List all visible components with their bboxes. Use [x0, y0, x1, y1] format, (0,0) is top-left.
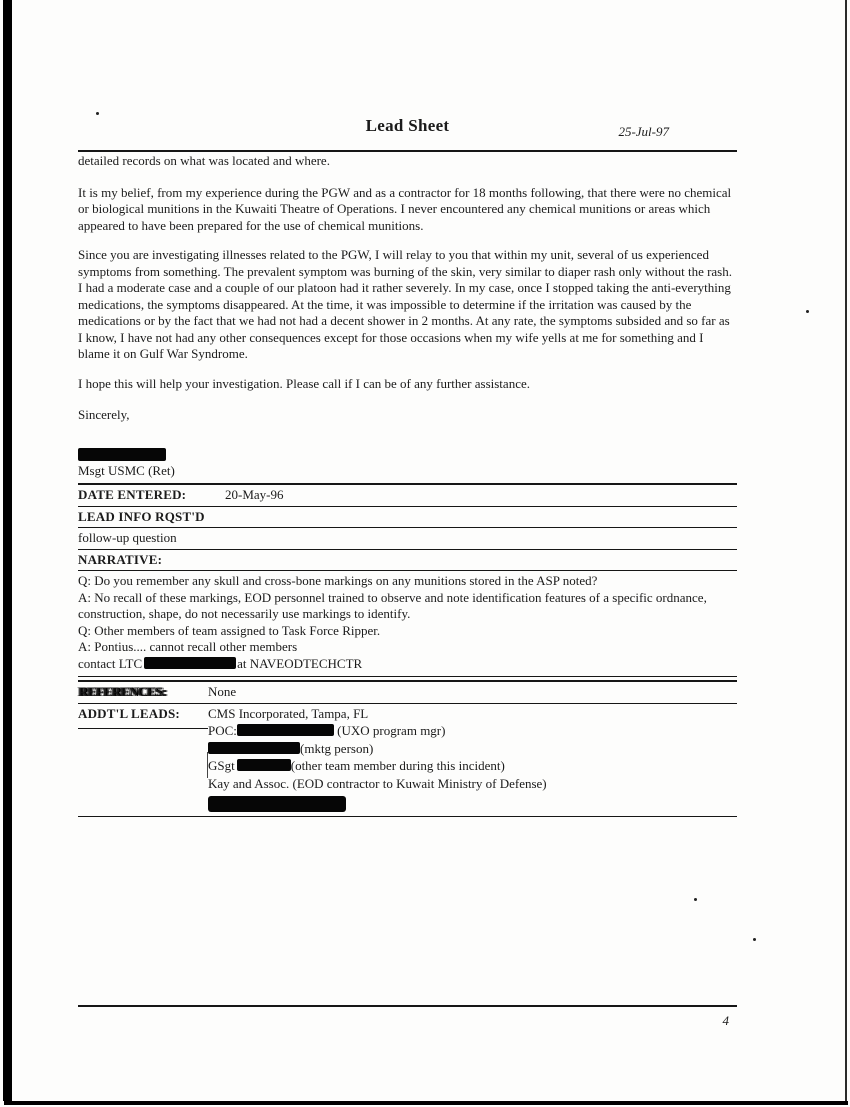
addtl-leads-list: [208, 706, 547, 813]
date-entered-value: 20-May-96: [225, 487, 284, 502]
lead-item-2: [208, 723, 547, 741]
field-row-date-entered: [78, 485, 737, 506]
contact-suffix: at NAVEODTECHCTR: [237, 655, 363, 671]
letter-paragraph-2: Since you are investigating illnesses related to the PGW, I will relay to you that within my unit, several of us experienced symptoms from something. The prevalent symptom was burning of the skin, very similar to diaper rash only without the rash. I had a moderate case and a couple of our platoon had it rather severely. In my case, once I stopped taking the anti-everything medications, the symptoms disappeared. At the time, it was impossible to determine if the irritation was caused by the medications or by the fact that we had not had a decent shower in 2 months. At any rate, the symptoms subsided and so far as I know, I have not had any other consequences except for those occasions when my wife yells at me for something and I blame it on Gulf War Syndrome.: [78, 247, 732, 361]
redaction-bar-mktg-name: [208, 742, 300, 754]
page-title: Lead Sheet: [365, 116, 450, 135]
letter-closing: Sincerely,: [78, 407, 130, 422]
field-row-references: [78, 682, 737, 703]
lead-item-2-prefix: POC:: [208, 723, 237, 738]
scan-edge-bottom: [4, 1101, 848, 1105]
letter-paragraph-1: It is my belief, from my experience during the PGW and as a contractor for 18 months following, that there were no chemical or biological munitions in the Kuwaiti Theatre of Operations. I never encountered any chemical munitions or areas which appeared to have been prepared for the use of chemical munitions.: [78, 184, 732, 233]
document-header: [78, 116, 737, 150]
redaction-bar-gsgt-name: [237, 759, 291, 771]
narrative-question-1: Q: Do you remember any skull and cross-bone markings on any munitions stored in the ASP noted?: [78, 573, 598, 588]
narrative-block: [78, 571, 737, 676]
document-body: [78, 116, 737, 817]
redaction-bar-large: [208, 796, 346, 812]
lead-info-label: LEAD INFO RQST'D: [78, 508, 205, 524]
scan-speck: [96, 112, 99, 115]
lead-item-3: [208, 741, 547, 759]
lead-item-2-suffix: (UXO program mgr): [337, 723, 446, 738]
letter-paragraph-3: I hope this will help your investigation. Please call if I can be of any further assistance.: [78, 375, 530, 391]
narrative-label: NARRATIVE:: [78, 551, 163, 567]
addtl-leads-label: ADDT'L LEADS:: [78, 706, 208, 730]
redaction-bar-signature: [78, 448, 166, 461]
letter-fragment-line: detailed records on what was located and where.: [78, 153, 330, 168]
lead-item-3-suffix: (mktg person): [300, 740, 374, 756]
references-label: REFERENCES:: [78, 684, 166, 699]
field-row-lead-info-value: [78, 528, 737, 549]
lead-item-1: CMS Incorporated, Tampa, FL: [208, 705, 369, 721]
narrative-answer-1: A: No recall of these markings, EOD personnel trained to observe and note identification features of a specific ordnance, construction, shape, do not necessarily use markings to identify.: [78, 589, 707, 621]
field-row-addtl-leads: [78, 704, 737, 817]
lead-info-value: follow-up question: [78, 530, 177, 545]
scan-edge-left: [3, 0, 12, 1101]
page-footer: [78, 1005, 737, 1029]
document-date: 25-Jul-97: [618, 124, 669, 139]
scan-speck: [694, 898, 697, 901]
field-row-lead-info: [78, 507, 737, 528]
contact-prefix: contact LTC: [78, 655, 143, 671]
page-number: 4: [722, 1013, 729, 1028]
table-bottom-divider: [78, 816, 737, 817]
lead-item-4-prefix: GSgt: [208, 758, 235, 773]
narrative-answer-2: A: Pontius.... cannot recall other members: [78, 639, 298, 654]
signature-title: Msgt USMC (Ret): [78, 462, 175, 478]
scan-speck: [806, 310, 809, 313]
narrative-contact-line: [78, 656, 737, 673]
redaction-bar-poc-name: [237, 724, 334, 736]
scan-speck: [753, 938, 756, 941]
references-value: None: [208, 684, 237, 699]
lead-item-5: Kay and Assoc. (EOD contractor to Kuwait Ministry of Defense): [208, 775, 547, 791]
field-row-narrative-label: [78, 550, 737, 571]
lead-item-4: [208, 758, 547, 776]
date-entered-label: DATE ENTERED:: [78, 487, 187, 502]
lead-item-4-suffix: (other team member during this incident): [290, 758, 505, 773]
scan-edge-right: [845, 0, 847, 1101]
redaction-bar-contact-name: [144, 657, 236, 669]
narrative-question-2: Q: Other members of team assigned to Task Force Ripper.: [78, 622, 381, 638]
